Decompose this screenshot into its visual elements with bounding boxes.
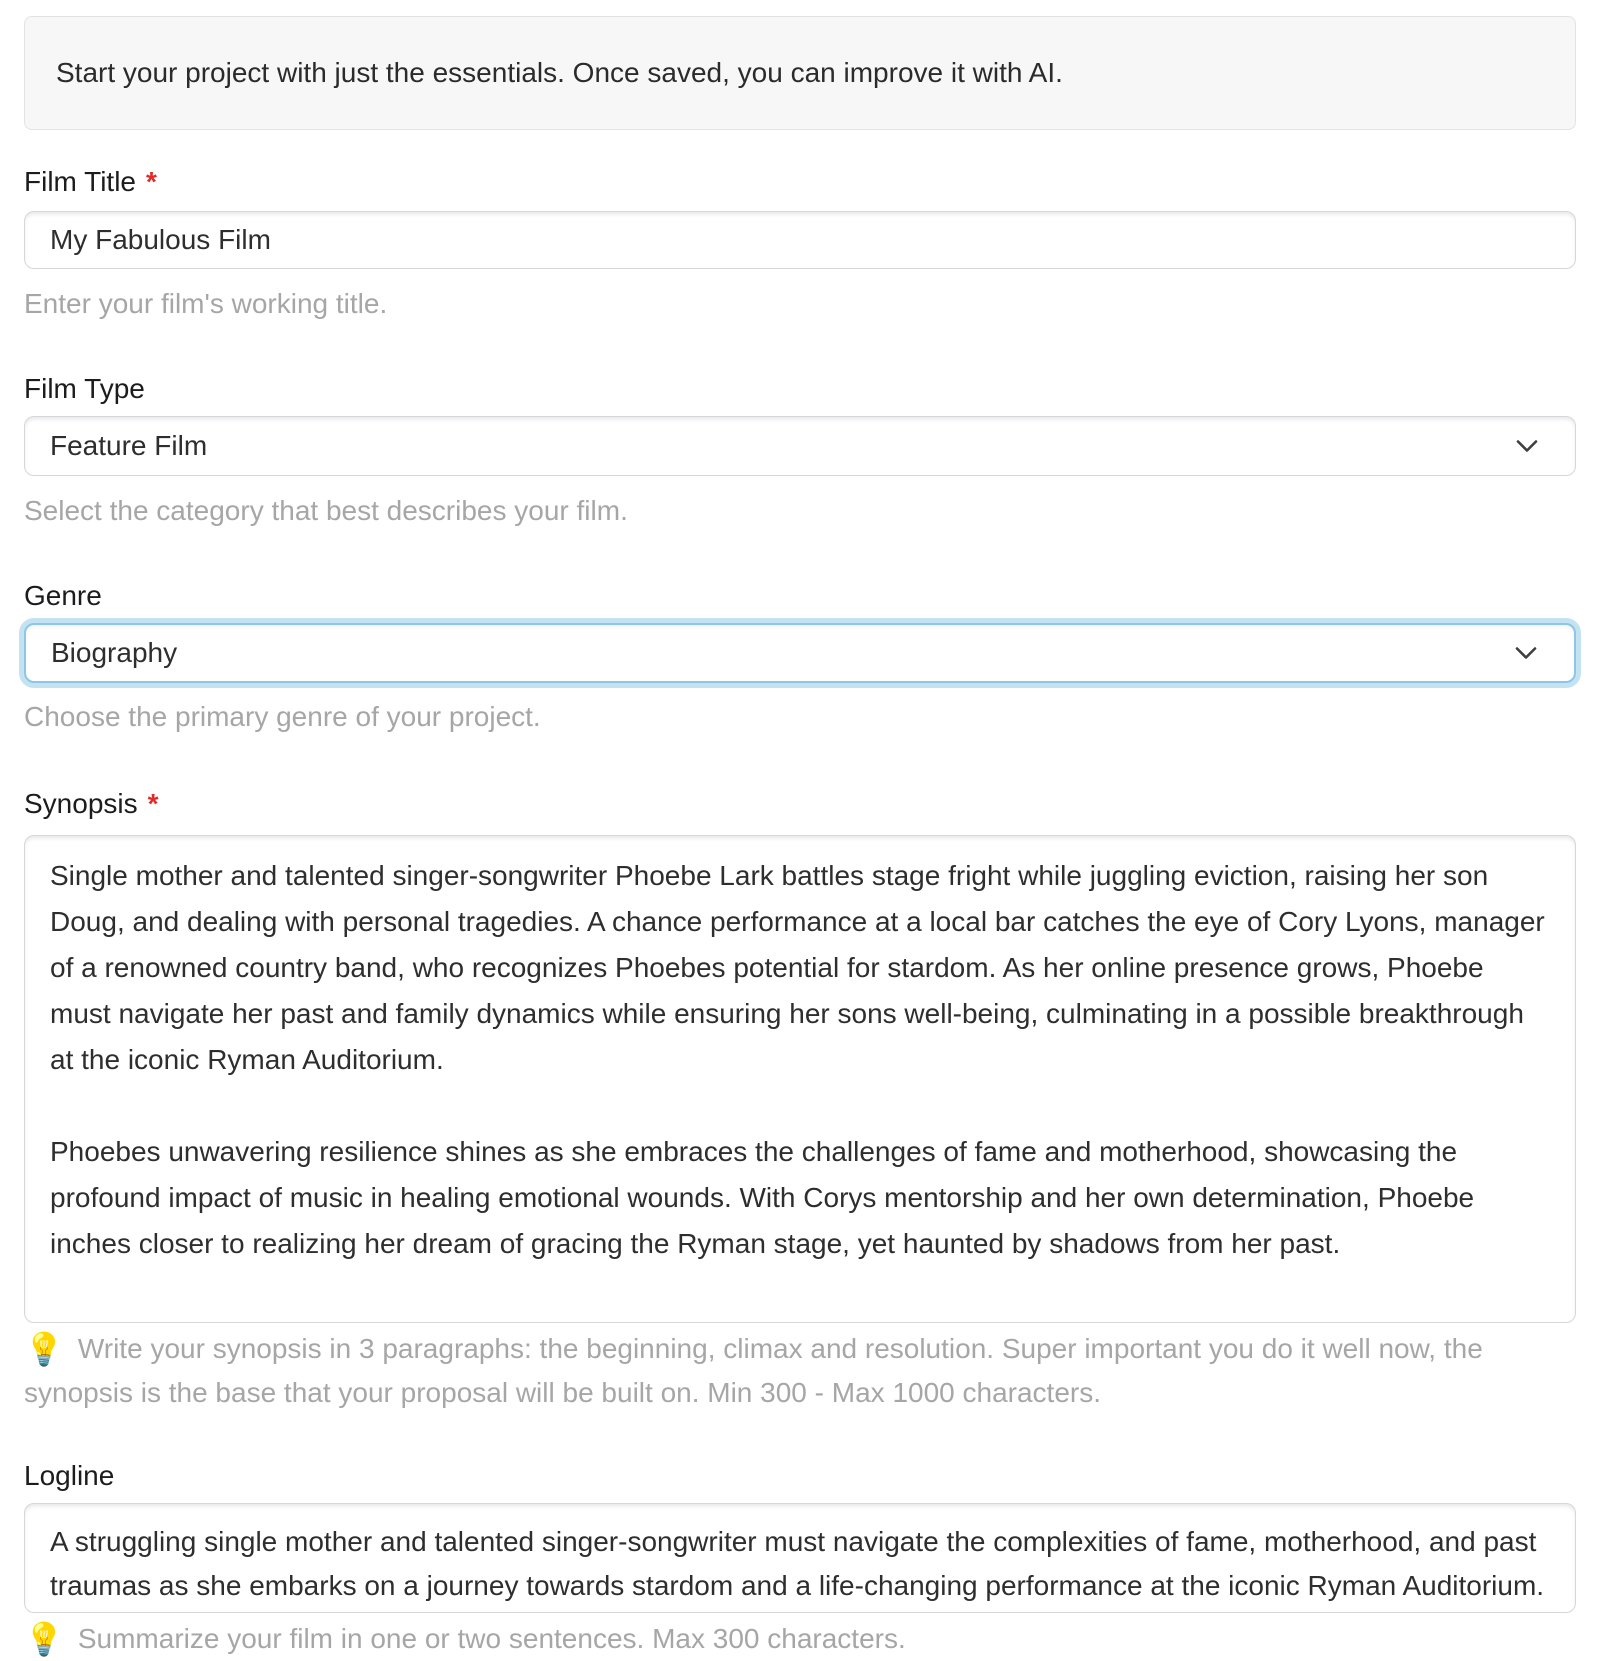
lightbulb-icon: 💡: [24, 1331, 64, 1367]
synopsis-helper: [24, 1327, 1576, 1415]
film-type-helper: Select the category that best describes your film.: [24, 495, 628, 526]
required-asterisk: *: [146, 166, 157, 197]
synopsis-textarea[interactable]: [24, 835, 1576, 1323]
info-banner: [24, 16, 1576, 130]
logline-label: Logline: [24, 1460, 115, 1491]
chevron-down-icon: [1514, 433, 1540, 459]
film-type-label: Film Type: [24, 373, 145, 404]
logline-textarea[interactable]: [24, 1503, 1576, 1613]
logline-helper: [24, 1617, 1576, 1661]
film-title-label: Film Title *: [24, 166, 157, 197]
info-banner-text: Start your project with just the essentials. Once saved, you can improve it with AI.: [56, 57, 1063, 88]
genre-label: Genre: [24, 580, 102, 611]
synopsis-label: Synopsis *: [24, 788, 159, 819]
film-type-selected-value: Feature Film: [50, 430, 208, 461]
genre-selected-value: Biography: [51, 637, 178, 668]
film-title-input[interactable]: [24, 211, 1576, 269]
project-essentials-form: [0, 16, 1600, 1661]
genre-helper: Choose the primary genre of your project.: [24, 701, 541, 732]
film-type-select[interactable]: [24, 416, 1576, 476]
chevron-down-icon: [1513, 640, 1539, 666]
synopsis-helper-text: Write your synopsis in 3 paragraphs: the beginning, climax and resolution. Super important you do it well now, the synopsis is the base that your proposal will be built on. Min 300 - Max 1000 characters.: [24, 1333, 1483, 1408]
logline-helper-text: Summarize your film in one or two sentences. Max 300 characters.: [77, 1623, 906, 1654]
required-asterisk: *: [147, 788, 159, 819]
lightbulb-icon: 💡: [24, 1621, 64, 1657]
genre-select[interactable]: [24, 623, 1576, 683]
film-title-helper: Enter your film's working title.: [24, 288, 388, 319]
